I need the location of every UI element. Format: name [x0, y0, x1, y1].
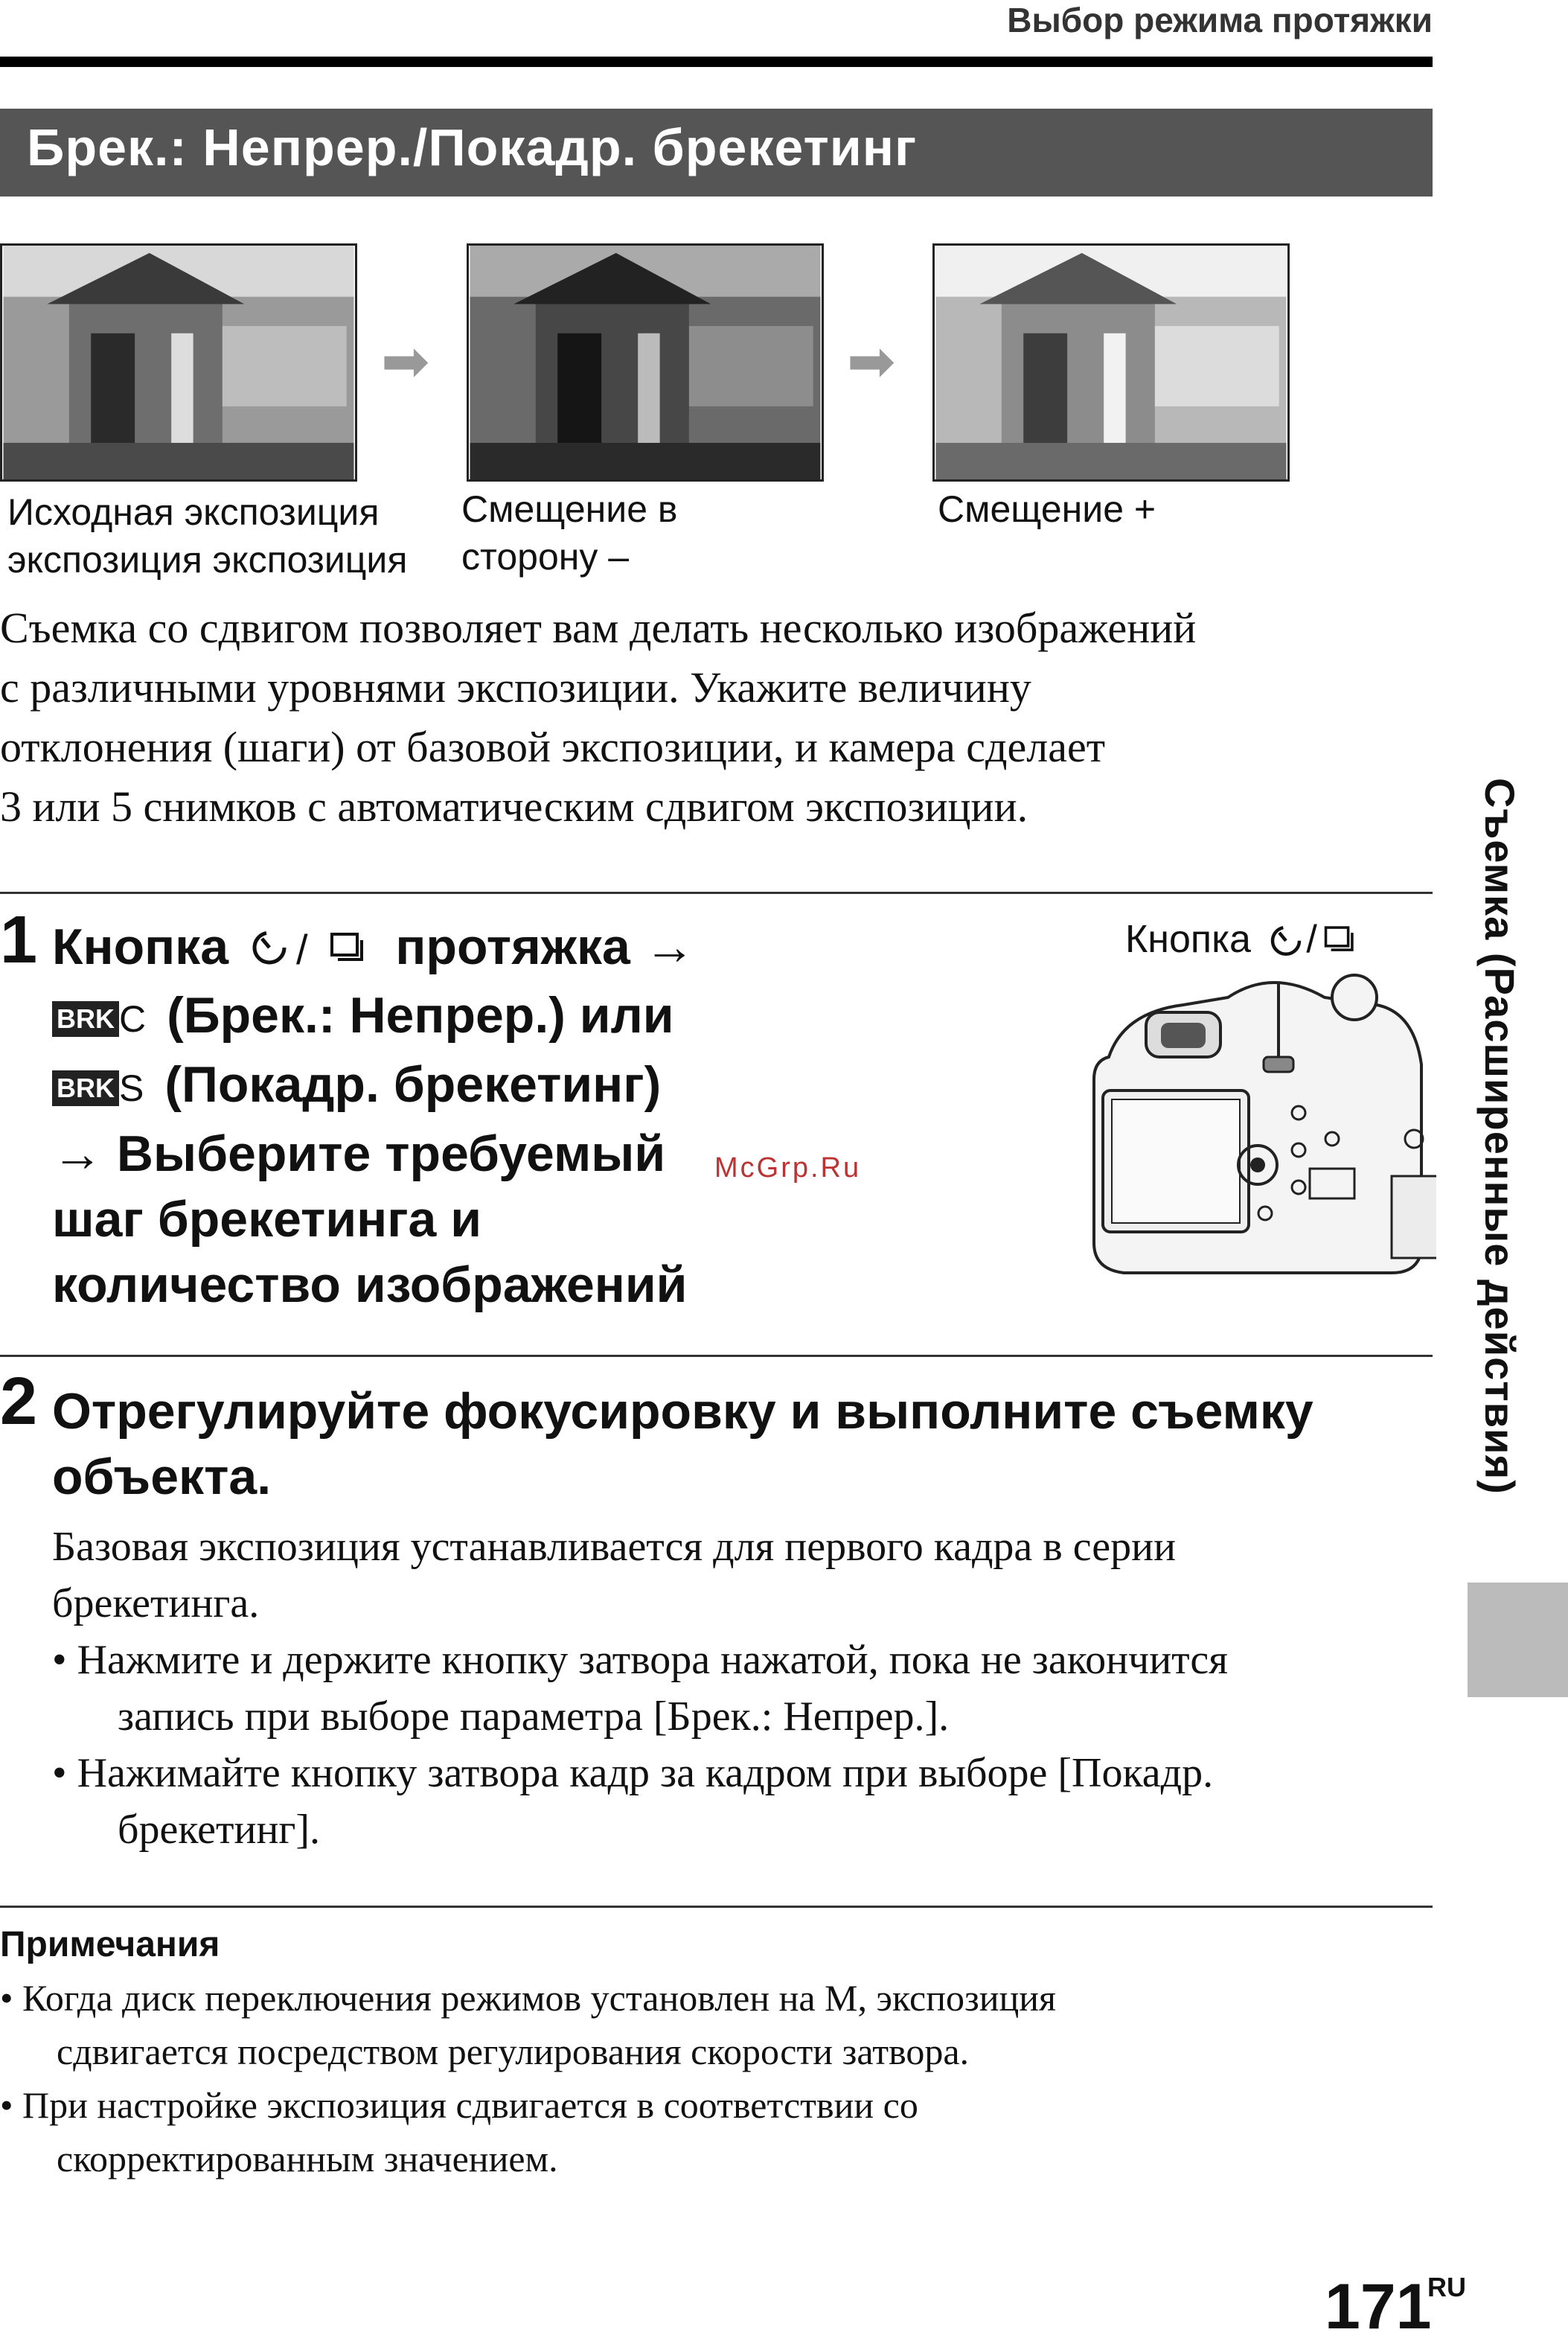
continuous-drive-icon — [1323, 922, 1357, 957]
step2-body: Базовая экспозиция устанавливается для первого кадра в серии брекетинга. • Нажмите и держите кнопку затвора нажатой, пока не закончится запись при выборе параметра [Брек.: Непрер.]. • Нажимайте кнопку затвора кадр за кадром при выборе [Покадр. брекетинг]. — [52, 1519, 1436, 1858]
arrow-right-icon: ➡ — [847, 328, 896, 394]
camera-button-label: Кнопка / — [1125, 917, 1357, 962]
divider — [0, 1355, 1433, 1357]
caption-minus: Смещение в сторону – — [461, 488, 678, 578]
step-number: 1 — [0, 903, 38, 977]
brk-icon: BRK — [52, 1070, 119, 1106]
photo-standard-exposure — [0, 243, 357, 482]
note-item: • При настройке экспозиция сдвигается в соответствии со скорректированным значением. — [0, 2084, 918, 2179]
bullet-item: • Нажимайте кнопку затвора кадр за кадром при выборе [Покадр. брекетинг]. — [52, 1750, 1214, 1853]
step2-title: Отрегулируйте фокусировку и выполните съемку объекта. — [52, 1383, 1313, 1505]
divider — [0, 892, 1433, 894]
watermark: McGrp.Ru — [714, 1152, 862, 1184]
page-language: RU — [1427, 2272, 1466, 2302]
brk-icon: BRK — [52, 1001, 119, 1037]
notes-title: Примечания — [0, 1925, 220, 1964]
chapter-tab-label: Съемка (Расширенные действия) — [1476, 778, 1523, 1495]
section-title: Брек.: Непрер./Покадр. брекетинг — [27, 118, 918, 176]
photo-overexposed — [932, 243, 1290, 482]
continuous-drive-icon — [329, 928, 368, 967]
bullet-item: • Нажмите и держите кнопку затвора нажатой, пока не закончится запись при выборе параметра [Брек.: Непрер.]. — [52, 1637, 1228, 1740]
running-header: Выбор режима протяжки — [1007, 1, 1433, 39]
self-timer-icon — [1266, 919, 1306, 959]
page-number: 171 — [1325, 2271, 1432, 2343]
self-timer-icon — [247, 924, 292, 968]
camera-illustration — [1079, 968, 1436, 1295]
intro-paragraph: Съемка со сдвигом позволяет вам делать несколько изображений с различными уровнями экспозиции. Укажите величину отклонения (шаги) от базовой экспозиции, и камера сделает 3 или 5 снимков с автоматическим сдвигом экспозиции. — [0, 604, 1197, 831]
caption-plus: Смещение + — [938, 488, 1156, 530]
note-item: • Когда диск переключения режимов установлен на M, экспозиция сдвигается посредством регулирования скорости затвора. — [0, 1977, 1056, 2072]
caption-standard: Исходная экспозиция экспозиция экспозиция — [7, 491, 408, 581]
photo-underexposed — [467, 243, 824, 482]
step-number: 2 — [0, 1364, 38, 1439]
header-rule — [0, 57, 1433, 67]
arrow-right-icon: ➡ — [381, 328, 430, 394]
chapter-tab — [1468, 1583, 1568, 1697]
step1-instruction: Кнопка / протяжка → BRK C (Брек.: Непрер.) или BRK S (Покадр. брекетинг) → Выберите требуемый шаг брекетинга и количество изображений — [52, 919, 695, 1314]
divider — [0, 1906, 1433, 1908]
notes-list — [0, 1971, 1399, 2185]
